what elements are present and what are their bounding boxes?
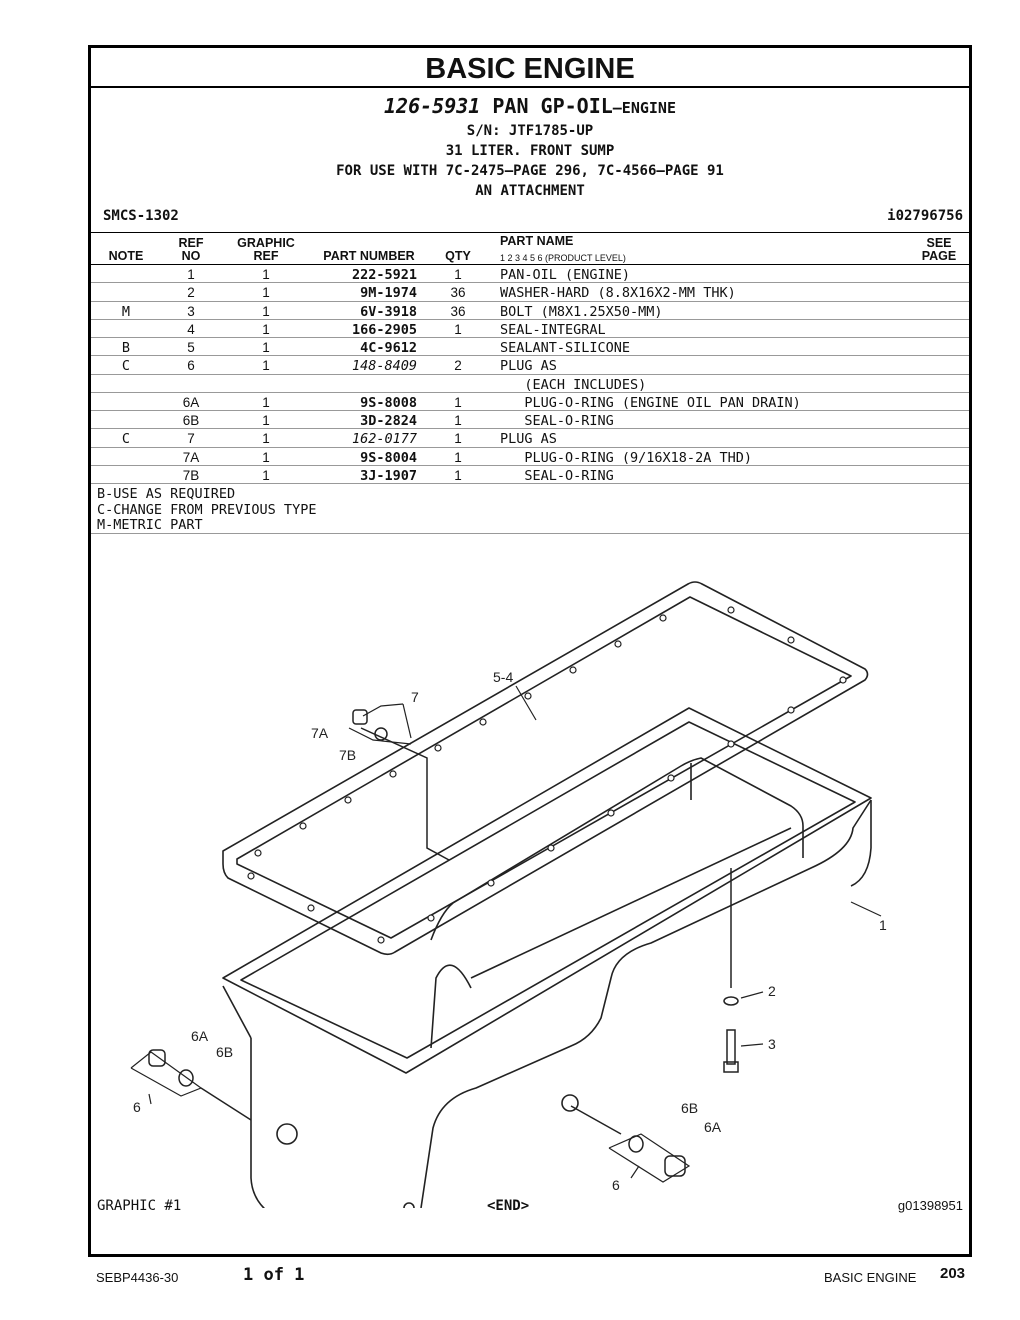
col-part-number: PART NUMBER xyxy=(323,249,415,263)
callout-6b-left: 6B xyxy=(216,1044,234,1060)
row-part-name: SEALANT-SILICONE xyxy=(500,340,631,356)
row-ref-no: 6 xyxy=(187,358,195,374)
row-ref-no: 4 xyxy=(187,321,195,337)
row-graphic-ref: 1 xyxy=(262,358,270,374)
row-part-name: SEAL-O-RING xyxy=(500,467,614,484)
row-qty: 2 xyxy=(454,358,462,374)
row-part-name: PLUG AS xyxy=(500,431,557,448)
row-part-number: 9M-1974 xyxy=(360,285,417,302)
callout-6a-left: 6A xyxy=(191,1028,209,1044)
row-part-name: PAN-OIL (ENGINE) xyxy=(500,267,631,283)
row-graphic-ref: 1 xyxy=(262,267,270,282)
row-part-number: 9S-8004 xyxy=(360,449,417,466)
row-ref-no: 5 xyxy=(187,340,195,355)
table-row xyxy=(91,302,969,320)
row-graphic-ref: 1 xyxy=(262,431,270,447)
row-ref-no: 6A xyxy=(182,394,200,410)
row-part-number: 222-5921 xyxy=(351,267,417,283)
row-part-name: (EACH INCLUDES) xyxy=(500,376,647,393)
col-product-levels: 1 2 3 4 5 6 (PRODUCT LEVEL) xyxy=(500,253,626,263)
table-row xyxy=(91,356,969,374)
note-m: M-METRIC PART xyxy=(97,517,203,533)
row-ref-no: 7 xyxy=(187,431,195,447)
col-ref-top: REF xyxy=(178,236,204,250)
row-part-number: 6V-3918 xyxy=(360,303,417,320)
row-ref-no: 3 xyxy=(187,303,195,319)
callout-3: 3 xyxy=(768,1036,776,1052)
callout-6b-right: 6B xyxy=(681,1100,699,1116)
group-description-2: FOR USE WITH 7C-2475—PAGE 296, 7C-4566—PAGE 91 xyxy=(336,163,724,179)
serial-number: S/N: JTF1785-UP xyxy=(466,123,594,139)
group-description-3: AN ATTACHMENT xyxy=(475,183,585,199)
row-part-number: 4C-9612 xyxy=(360,340,417,356)
row-graphic-ref: 1 xyxy=(262,413,270,428)
row-ref-no: 1 xyxy=(187,267,195,282)
footer-section: BASIC ENGINE xyxy=(824,1270,917,1285)
col-graphic-bottom: REF xyxy=(253,249,279,263)
document-id: i02796756 xyxy=(887,208,963,224)
row-part-name: PLUG-O-RING (ENGINE OIL PAN DRAIN) xyxy=(500,394,801,411)
row-qty: 36 xyxy=(450,303,466,319)
row-part-number: 166-2905 xyxy=(351,321,417,338)
group-number: 126-5931 xyxy=(383,94,481,118)
table-row xyxy=(91,265,969,283)
parts-page-frame xyxy=(88,45,972,1257)
group-heading xyxy=(91,94,969,118)
end-marker: <END> xyxy=(487,1198,530,1214)
oil-pan-illustration xyxy=(91,568,969,1208)
page-title: BASIC ENGINE xyxy=(91,48,969,88)
callout-6a-right: 6A xyxy=(704,1119,722,1135)
row-qty: 1 xyxy=(454,449,462,465)
row-graphic-ref: 1 xyxy=(262,467,270,483)
row-qty: 1 xyxy=(454,467,462,483)
row-part-name: SEAL-INTEGRAL xyxy=(500,321,606,338)
row-ref-no: 7B xyxy=(182,467,200,483)
row-part-name: SEAL-O-RING xyxy=(500,413,614,429)
table-row xyxy=(91,320,969,338)
callout-1: 1 xyxy=(879,917,887,933)
notes-list xyxy=(97,487,316,534)
page-number: 203 xyxy=(940,1265,966,1282)
row-note: C xyxy=(121,431,131,448)
col-see-page xyxy=(915,237,963,263)
row-qty: 1 xyxy=(454,394,462,410)
note-b: B-USE AS REQUIRED xyxy=(97,486,236,502)
row-note: B xyxy=(121,340,131,356)
col-graphic-ref xyxy=(231,237,301,263)
row-part-number: 148-8409 xyxy=(351,358,417,375)
callout-7b: 7B xyxy=(339,747,357,763)
col-ref-no xyxy=(171,237,211,263)
row-part-name: PLUG AS xyxy=(500,358,557,375)
callout-7a: 7A xyxy=(311,725,329,741)
row-qty: 1 xyxy=(454,413,462,428)
table-row xyxy=(91,283,969,301)
row-graphic-ref: 1 xyxy=(262,303,270,319)
row-qty: 1 xyxy=(454,267,462,282)
callout-2: 2 xyxy=(768,983,776,999)
row-note: M xyxy=(121,303,131,320)
callout-7: 7 xyxy=(411,689,419,705)
col-note: NOTE xyxy=(108,249,144,263)
page-of: 1 of 1 xyxy=(243,1265,305,1285)
table-row xyxy=(91,338,969,356)
table-row xyxy=(91,393,969,411)
row-graphic-ref: 1 xyxy=(262,449,270,465)
table-row xyxy=(91,375,969,393)
callout-6-right: 6 xyxy=(612,1177,620,1193)
row-ref-no: 2 xyxy=(187,285,195,301)
group-name: PAN GP-OIL xyxy=(492,94,613,118)
graphic-label: GRAPHIC #1 xyxy=(97,1198,182,1214)
table-row xyxy=(91,448,969,466)
col-see-bottom: PAGE xyxy=(921,249,957,263)
row-part-name: WASHER-HARD (8.8X16X2-MM THK) xyxy=(500,285,736,302)
row-part-number: 162-0177 xyxy=(351,431,417,448)
callout-5-4: 5-4 xyxy=(493,669,514,685)
table-row xyxy=(91,466,969,484)
group-description-1: 31 LITER. FRONT SUMP xyxy=(445,143,615,159)
col-see-top: SEE xyxy=(926,236,952,250)
row-part-number: 9S-8008 xyxy=(360,394,417,411)
row-part-name: BOLT (M8X1.25X50-MM) xyxy=(500,303,663,320)
smcs-code: SMCS-1302 xyxy=(103,208,179,224)
row-part-number: 3D-2824 xyxy=(360,413,417,429)
row-note: C xyxy=(121,358,131,375)
row-graphic-ref: 1 xyxy=(262,394,270,410)
row-graphic-ref: 1 xyxy=(262,340,270,355)
row-part-name: PLUG-O-RING (9/16X18-2A THD) xyxy=(500,449,752,466)
row-qty: 1 xyxy=(454,431,462,447)
row-part-number: 3J-1907 xyxy=(360,467,417,484)
row-graphic-ref: 1 xyxy=(262,285,270,301)
col-qty: QTY xyxy=(445,249,471,263)
row-qty: 1 xyxy=(454,321,462,337)
graphic-id: g01398951 xyxy=(897,1198,963,1213)
col-part-name: PART NAME xyxy=(500,234,574,248)
row-ref-no: 7A xyxy=(182,449,200,465)
row-graphic-ref: 1 xyxy=(262,321,270,337)
row-ref-no: 6B xyxy=(182,413,200,428)
note-c: C-CHANGE FROM PREVIOUS TYPE xyxy=(97,501,317,518)
doc-number: SEBP4436-30 xyxy=(96,1270,179,1285)
table-row xyxy=(91,411,969,429)
col-ref-bottom: NO xyxy=(181,249,201,263)
gasket-outline xyxy=(223,582,868,954)
col-graphic-top: GRAPHIC xyxy=(237,236,295,250)
header-rule xyxy=(91,232,969,233)
row-qty: 36 xyxy=(450,285,466,301)
notes-rule xyxy=(91,533,969,534)
row-divider xyxy=(91,483,969,484)
group-suffix: —ENGINE xyxy=(612,99,676,117)
callout-6-left: 6 xyxy=(133,1099,141,1115)
table-row xyxy=(91,429,969,447)
